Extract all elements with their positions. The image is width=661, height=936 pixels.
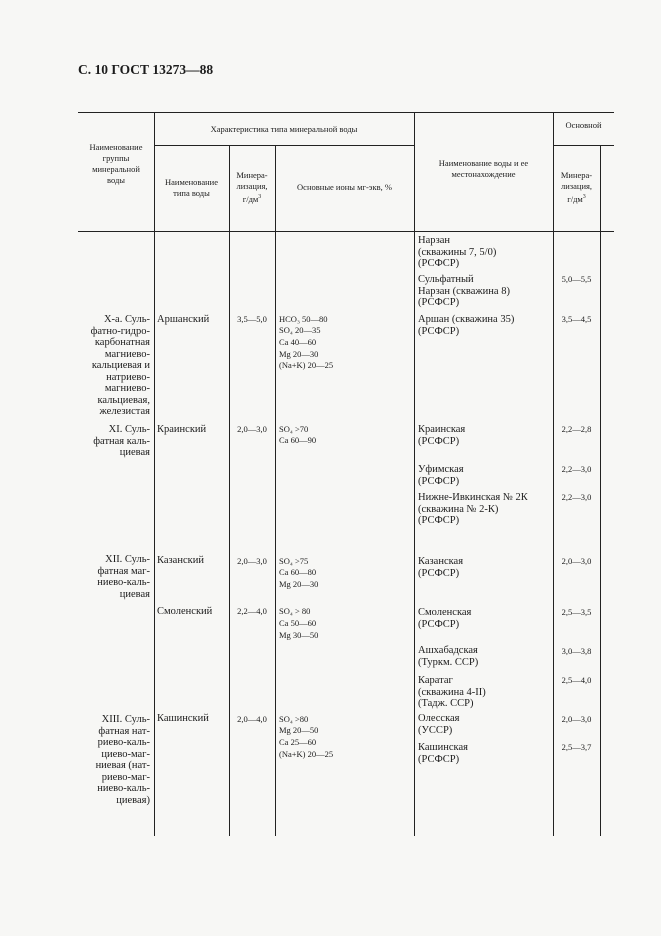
water-name: Ашхабадская (Туркм. ССР) [418,645,479,668]
water-name: Кашинская (РСФСР) [418,742,468,765]
type-name: Казанский [157,555,204,566]
header-subrule-basic [553,145,614,146]
ion-entry: (Na+K) 20—25 [279,360,334,370]
ion-entry: Mg 20—50 [279,725,319,735]
header-basic: Основной [565,120,602,130]
group-name: XI. Суль- фатная каль- циевая [93,424,150,458]
header-subrule-characteristic [154,145,414,146]
type-mineralization: 3,5—5,0 [237,314,267,324]
type-mineralization: 2,0—3,0 [237,556,267,566]
ion-entry: Ca 40—60 [279,337,317,347]
column-divider-4 [414,112,415,836]
water-mineralization: 5,0—5,5 [561,274,592,284]
water-mineralization: 2,0—3,0 [561,556,592,566]
type-mineralization: 2,0—3,0 [237,424,267,434]
water-name: Краинская (РСФСР) [418,424,466,447]
water-name: Смоленская (РСФСР) [418,607,472,630]
type-name: Кашинский [157,713,209,724]
water-name: Олесская (УССР) [418,713,460,736]
ion-entry: SO₄ >70 [279,424,309,434]
header-basic-mineralization: Минера- лизация, $г/дм^3$ [560,170,593,204]
water-name: Аршан (скважина 35) (РСФСР) [418,314,515,337]
water-name: Казанская (РСФСР) [418,556,464,579]
ion-entry: Mg 20—30 [279,349,319,359]
column-divider-3 [275,145,276,836]
ion-entry: Ca 25—60 [279,737,317,747]
type-name: Смоленский [157,606,213,617]
water-mineralization: 2,5—3,5 [561,607,592,617]
group-name: XIII. Суль- фатная нат- риево-каль- циево-маг- ниевая (нат- риево-маг- ниево-каль- циевая) [95,714,150,806]
group-name: XII. Суль- фатная маг- ниево-каль- циевая [97,554,150,600]
water-mineralization: 2,2—2,8 [561,424,592,434]
ion-entry: SO₄ 20—35 [279,325,321,335]
ion-entry: Mg 30—50 [279,630,319,640]
water-name: Уфимская (РСФСР) [418,464,464,487]
type-name: Аршанский [157,314,210,325]
type-mineralization: 2,2—4,0 [237,606,267,616]
page-title: С. 10 ГОСТ 13273—88 [78,62,214,77]
column-divider-6 [600,145,601,836]
water-mineralization: 2,2—3,0 [561,492,592,502]
type-mineralization: 2,0—4,0 [237,714,267,724]
column-divider-1 [154,112,155,836]
table-top-border [78,112,614,113]
ion-entry: Ca 50—60 [279,618,317,628]
ion-entry: SO₄ >80 [279,714,309,724]
water-mineralization: 2,2—3,0 [561,464,592,474]
header-mineralization: Минера- лизация, $г/дм^3$ [236,170,268,204]
group-name: X-а. Суль- фатно-гидро- карбонатная магниево- кальциевая и натриево- магниево- кальциевая, железистая [90,314,150,417]
column-divider-2 [229,145,230,836]
header-type-name: Наименование типа воды [165,177,218,198]
ion-entry: SO₄ > 80 [279,606,311,616]
water-name: Сульфатный Нарзан (скважина 8) (РСФСР) [418,274,510,308]
ion-entry: (Na+K) 20—25 [279,749,334,759]
water-mineralization: 3,5—4,5 [561,314,592,324]
ion-entry: Ca 60—80 [279,567,317,577]
ion-entry: Mg 20—30 [279,579,319,589]
water-mineralization: 2,5—3,7 [561,742,592,752]
header-characteristic: Характеристика типа минеральной воды [210,124,358,134]
ion-entry: SO₄ >75 [279,556,309,566]
water-mineralization: 2,5—4,0 [561,675,592,685]
header-water-name: Наименование воды и ее местонахождение [438,158,529,179]
ion-entry: HCO₃ 50—80 [279,314,328,324]
water-name: Нарзан (скважины 7, 5/0) (РСФСР) [418,235,497,269]
type-name: Краинский [157,424,207,435]
water-name: Каратаг (скважина 4-II) (Тадж. ССР) [418,675,486,709]
water-mineralization: 2,0—3,0 [561,714,592,724]
ion-entry: Ca 60—90 [279,435,317,445]
water-name: Нижне-Ивкинская № 2К (скважина № 2-К) (РСФСР) [418,492,528,526]
header-group: Наименование группы минеральной воды [89,142,143,185]
water-mineralization: 3,0—3,8 [561,646,592,656]
header-ions: Основные ионы мг-экв, % [297,182,392,192]
header-bottom-border [78,231,614,232]
